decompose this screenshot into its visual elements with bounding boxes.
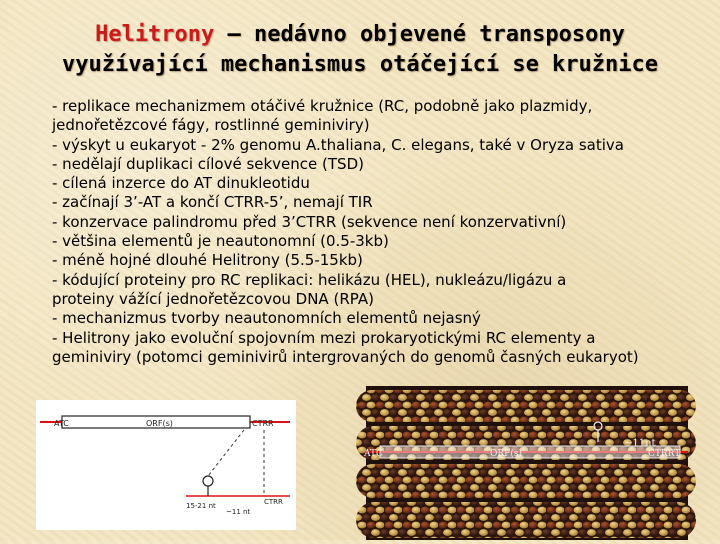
photo-atc-label: ATC — [364, 449, 383, 459]
bullet-line: - začínají 3’-AT a končí CTRR-5’, nemají TIR — [52, 193, 373, 212]
bullet-line: - méně hojné dlouhé Helitrony (5.5-15kb) — [52, 251, 363, 270]
ctrr-bottom-label: CTRR — [264, 498, 283, 506]
title-line-1 — [0, 20, 720, 50]
photo-orf-label: ORF(s) — [490, 449, 523, 459]
bullet-line: - replikace mechanizmem otáčivé kružnice (RC, podobně jako plazmidy, — [52, 97, 593, 115]
title-rest: – nedávno objevené transposony — [214, 22, 625, 47]
corn-cobs — [356, 390, 696, 538]
corn-cob — [356, 390, 696, 422]
photo-ctrr-label: CTRRT — [648, 449, 681, 459]
maize-cob-photo — [366, 386, 688, 540]
title-highlight: Helitrony — [95, 22, 215, 47]
bullet-line: proteiny vážící jednořetězcovou DNA (RPA) — [52, 289, 374, 308]
hairpin-size-label: 15-21 nt — [186, 502, 216, 510]
bullet-line: - většina elementů je neautonomní (0.5-3kb) — [52, 232, 389, 251]
bullet-line: - konzervace palindromu před 3’CTRR (sekvence není konzervativní) — [52, 212, 567, 231]
orf-label: ORF(s) — [146, 419, 173, 428]
bullet-line: - Helitrony jako evoluční spojovním mezi prokaryotickými RC elementy a — [52, 328, 596, 347]
photo-svg — [366, 386, 688, 540]
bullet-list — [52, 97, 702, 367]
ctrr-label: CTRR — [252, 419, 274, 428]
bullet-line: - výskyt u eukaryot - 2% genomu A.thaliana, C. elegans, také v Oryza sativa — [52, 135, 624, 154]
photo-spacer-label: ~11nt — [624, 438, 656, 449]
atc-label: ATC — [54, 419, 69, 428]
spacer-label: ~11 nt — [226, 508, 251, 516]
helitron-schematic — [36, 400, 296, 530]
bullet-line: geminiviry (potomci geminivirů intergrovaných do genomů časných eukaryot) — [52, 347, 639, 366]
bullet-line: - nedělají duplikaci cílové sekvence (TSD) — [52, 154, 364, 173]
hairpin-loop-icon — [203, 476, 213, 486]
slide-title — [0, 20, 720, 80]
bullet-line: - mechanizmus tvorby neautonomních elementů nejasný — [52, 309, 481, 328]
corn-cob — [356, 502, 696, 538]
title-line-2: využívající mechanismus otáčející se kružnice — [61, 52, 659, 77]
schematic-svg — [36, 400, 296, 530]
bullet-line: - kódující proteiny pro RC replikaci: helikázu (HEL), nukleázu/ligázu a — [52, 270, 567, 289]
corn-cob — [356, 464, 696, 498]
bullet-line: jednořetězcové fágy, rostlinné geminiviry) — [52, 116, 370, 135]
zoom-line-left — [208, 430, 244, 476]
bullet-line: - cílená inzerce do AT dinukleotidu — [52, 174, 310, 193]
